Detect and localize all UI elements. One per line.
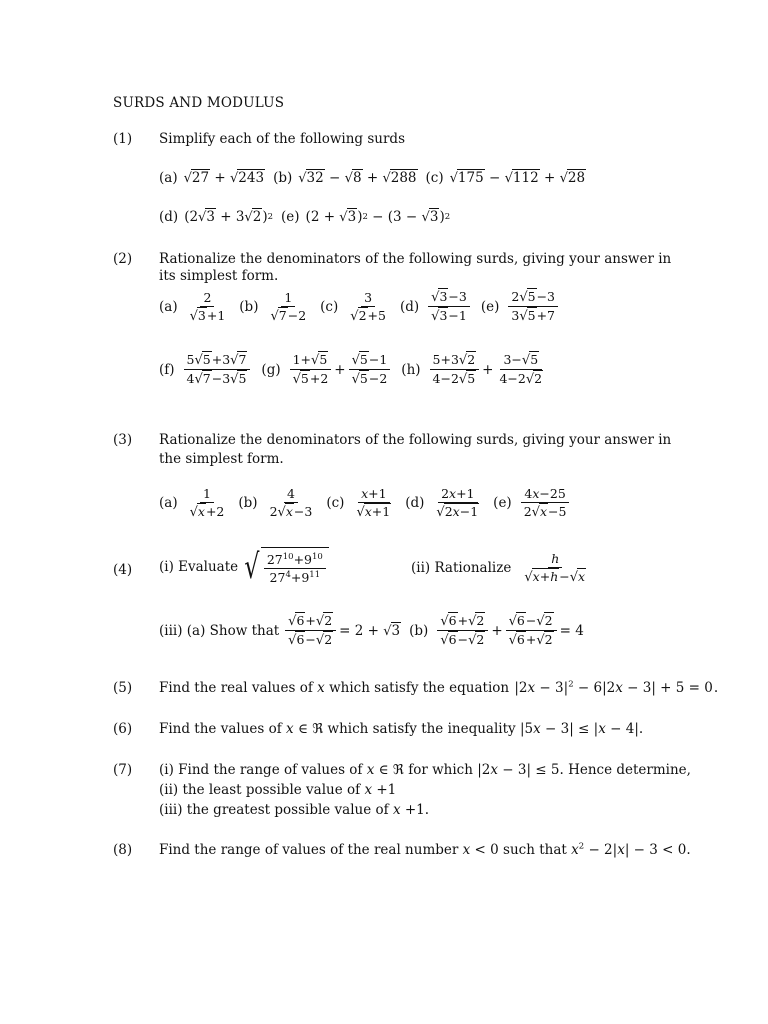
part-label: (e) bbox=[493, 495, 512, 511]
question-4-part-iii: (iii) (a) Show that $\frac{√6+√2}{√6-√2}$ = 2 + √3 (b) $\frac{√6+√2}{√6-√2}$ + $\frac{√6-√2}{√6+√2}$ = 4 bbox=[159, 613, 584, 648]
question-2-text-line-2: its simplest form. bbox=[159, 268, 279, 284]
question-2-row-1: (a) $\frac{2}{√3+1}$ (b) $\frac{1}{√7-2}$ (c) $\frac{3}{√2+5}$ (d) $\frac{√3-3}{√3-1}$ (e) $\frac{2√5-3}{3√5+7}$ bbox=[159, 289, 561, 324]
question-number-6: (6) bbox=[113, 721, 133, 737]
question-8-text: Find the range of values of the real number x < 0 such that $x^2 - 2|x| - 3 < 0$. bbox=[159, 841, 691, 858]
question-4-part-i: (i) Evaluate √ $\frac{27^{10}+9^{10}}{27^4+9^{11}}$ bbox=[159, 547, 332, 587]
question-number-8: (8) bbox=[113, 842, 133, 858]
part-label: (e) bbox=[281, 209, 300, 225]
question-3-text-line-2: the simplest form. bbox=[159, 451, 284, 467]
part-label: (c) bbox=[425, 170, 444, 186]
question-number-4: (4) bbox=[113, 562, 133, 578]
question-7-line-1: (i) Find the range of values of x ∈ ℜ for which |2x − 3| ≤ 5. Hence determine, bbox=[159, 762, 691, 778]
part-label: (a) bbox=[159, 298, 178, 315]
question-2-row-2: (f) $\frac{5√5+3√7}{4√7-3√5}$ (g) $\frac{1+√5}{√5+2}$ + $\frac{√5-1}{√5-2}$ (h) $\frac{5+3√2}{4-2√5}$ + $\frac{3-√5}{4-2√2}$ bbox=[159, 352, 543, 387]
question-number-7: (7) bbox=[113, 762, 133, 778]
part-label: (e) bbox=[480, 298, 500, 315]
part-label: (b) bbox=[409, 622, 429, 639]
question-3-text-line-1: Rationalize the denominators of the following surds, giving your answer in bbox=[159, 432, 672, 448]
question-7-line-2: (ii) the least possible value of x +1 bbox=[159, 782, 397, 798]
question-2-text-line-1: Rationalize the denominators of the following surds, giving your answer in bbox=[159, 251, 672, 267]
part-label: (ii) Rationalize bbox=[411, 560, 512, 576]
question-1-text: Simplify each of the following surds bbox=[159, 131, 405, 147]
part-label: (b) bbox=[238, 495, 258, 511]
part-label: (c) bbox=[320, 298, 339, 315]
question-number-1: (1) bbox=[113, 131, 133, 147]
part-label: (a) bbox=[159, 170, 178, 186]
part-label: (h) bbox=[401, 361, 421, 378]
page-title: SURDS AND MODULUS bbox=[113, 95, 285, 111]
question-4-part-ii: (ii) Rationalize $\frac{h}{√x+h-√x}$ bbox=[411, 551, 586, 585]
part-label: (i) Evaluate bbox=[159, 559, 239, 575]
part-label: (b) bbox=[273, 170, 293, 186]
question-number-3: (3) bbox=[113, 432, 133, 448]
question-1-row-2: (d) (2 √3 + 3 √2 ) 2 (e) (2 + √3 ) 2 − (3 − √3 ) 2 bbox=[159, 209, 451, 225]
part-label: (iii) (a) Show that bbox=[159, 622, 280, 639]
part-label: (b) bbox=[239, 298, 259, 315]
question-1-row-1: (a) √27 + √243 (b) √32 − √8 + √288 (c) √175 − √112 + √28 bbox=[159, 170, 586, 186]
part-label: (c) bbox=[326, 495, 345, 511]
part-label: (d) bbox=[399, 298, 420, 315]
question-6-text: Find the values of x ∈ ℜ which satisfy the inequality |5x − 3| ≤ |x − 4|. bbox=[159, 721, 644, 737]
question-3-row-1: (a) $\frac{1}{√x+2}$ (b) $\frac{4}{2√x-3}$ (c) $\frac{x+1}{√x+1}$ (d) $\frac{2x+1}{√2x-1}$ (e) $\frac{4x-25}{2√x-5}$ bbox=[159, 486, 572, 520]
part-label: (d) bbox=[159, 209, 179, 225]
part-label: (d) bbox=[405, 495, 425, 511]
part-label: (f) bbox=[159, 361, 175, 378]
question-5-text: Find the real values of x which satisfy the equation $|2x - 3|^2 - 6|2x - 3| + 5 = 0$. bbox=[159, 679, 719, 696]
question-number-2: (2) bbox=[113, 251, 133, 267]
question-7-line-3: (iii) the greatest possible value of x +1. bbox=[159, 802, 430, 818]
question-number-5: (5) bbox=[113, 680, 133, 696]
part-label: (g) bbox=[261, 361, 281, 378]
part-label: (a) bbox=[159, 495, 178, 511]
